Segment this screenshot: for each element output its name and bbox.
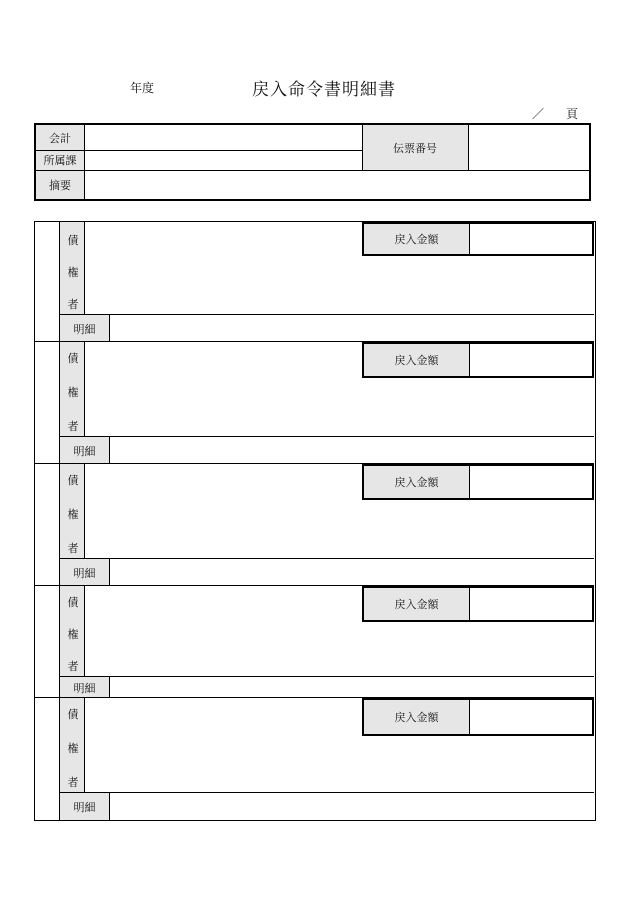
page-slash: ／ (532, 107, 545, 121)
refund-amount-field[interactable] (470, 224, 592, 254)
refund-amount-box (362, 342, 594, 378)
refund-amount-label: 戻入金額 (364, 466, 470, 498)
refund-amount-field[interactable] (470, 466, 592, 498)
creditor-char: 債 (67, 596, 79, 609)
creditor-block (35, 698, 594, 820)
detail-label: 明細 (59, 437, 110, 464)
creditor-char: 権 (67, 508, 79, 521)
creditor-block (35, 464, 594, 586)
creditor-char: 者 (67, 298, 79, 311)
grid-line (362, 125, 363, 170)
creditor-field[interactable] (85, 586, 363, 676)
refund-amount-label: 戻入金額 (364, 588, 470, 620)
creditor-char: 権 (67, 266, 79, 279)
detail-row (59, 436, 594, 464)
creditor-field[interactable] (85, 464, 363, 558)
document-title: 戻入命令書明細書 (252, 80, 396, 100)
creditor-block (35, 342, 594, 464)
department-label: 所属課 (36, 150, 84, 170)
detail-field[interactable] (110, 793, 594, 820)
fiscal-year-label: 年度 (130, 81, 155, 95)
grid-line (36, 170, 589, 171)
grid-line (36, 150, 362, 151)
creditor-side-label (59, 222, 85, 314)
creditor-side-label (59, 698, 85, 792)
creditor-field[interactable] (85, 698, 363, 792)
creditor-char: 債 (67, 352, 79, 365)
refund-amount-box (362, 222, 594, 256)
detail-row (59, 558, 594, 586)
detail-label: 明細 (59, 677, 110, 698)
refund-amount-box (362, 698, 594, 736)
creditor-char: 権 (67, 742, 79, 755)
creditor-char: 者 (67, 776, 79, 789)
account-label: 会計 (36, 125, 84, 150)
detail-field[interactable] (110, 315, 594, 342)
creditor-field[interactable] (85, 342, 363, 436)
creditor-field[interactable] (85, 222, 363, 314)
detail-label: 明細 (59, 559, 110, 586)
header-table (34, 123, 591, 201)
creditor-side-label (59, 464, 85, 558)
refund-amount-field[interactable] (470, 588, 592, 620)
refund-amount-label: 戻入金額 (364, 344, 470, 376)
refund-amount-field[interactable] (470, 700, 592, 734)
creditor-side-label (59, 342, 85, 436)
slip-number-field[interactable] (468, 125, 589, 170)
detail-field[interactable] (110, 559, 594, 586)
refund-amount-field[interactable] (470, 344, 592, 376)
refund-amount-label: 戻入金額 (364, 224, 470, 254)
creditor-char: 債 (67, 474, 79, 487)
creditor-block (35, 586, 594, 698)
creditor-section (34, 221, 596, 821)
creditor-char: 者 (67, 542, 79, 555)
page-label: 頁 (566, 107, 579, 121)
refund-amount-box (362, 464, 594, 500)
summary-label: 摘要 (36, 170, 84, 199)
detail-label: 明細 (59, 315, 110, 342)
slip-number-label: 伝票番号 (362, 125, 468, 170)
creditor-block (35, 222, 594, 342)
account-field[interactable] (84, 125, 362, 150)
creditor-char: 者 (67, 660, 79, 673)
grid-line (468, 125, 469, 170)
creditor-char: 権 (67, 628, 79, 641)
creditor-char: 者 (67, 420, 79, 433)
creditor-char: 権 (67, 386, 79, 399)
creditor-char: 債 (67, 708, 79, 721)
summary-field[interactable] (84, 170, 589, 199)
department-field[interactable] (84, 150, 362, 170)
detail-row (59, 314, 594, 342)
refund-amount-box (362, 586, 594, 622)
detail-label: 明細 (59, 793, 110, 820)
detail-field[interactable] (110, 437, 594, 464)
creditor-side-label (59, 586, 85, 676)
detail-row (59, 792, 594, 820)
refund-amount-label: 戻入金額 (364, 700, 470, 734)
grid-line (84, 125, 85, 199)
detail-field[interactable] (110, 677, 594, 698)
page-indicator (532, 105, 578, 122)
creditor-char: 債 (67, 234, 79, 247)
detail-row (59, 676, 594, 698)
